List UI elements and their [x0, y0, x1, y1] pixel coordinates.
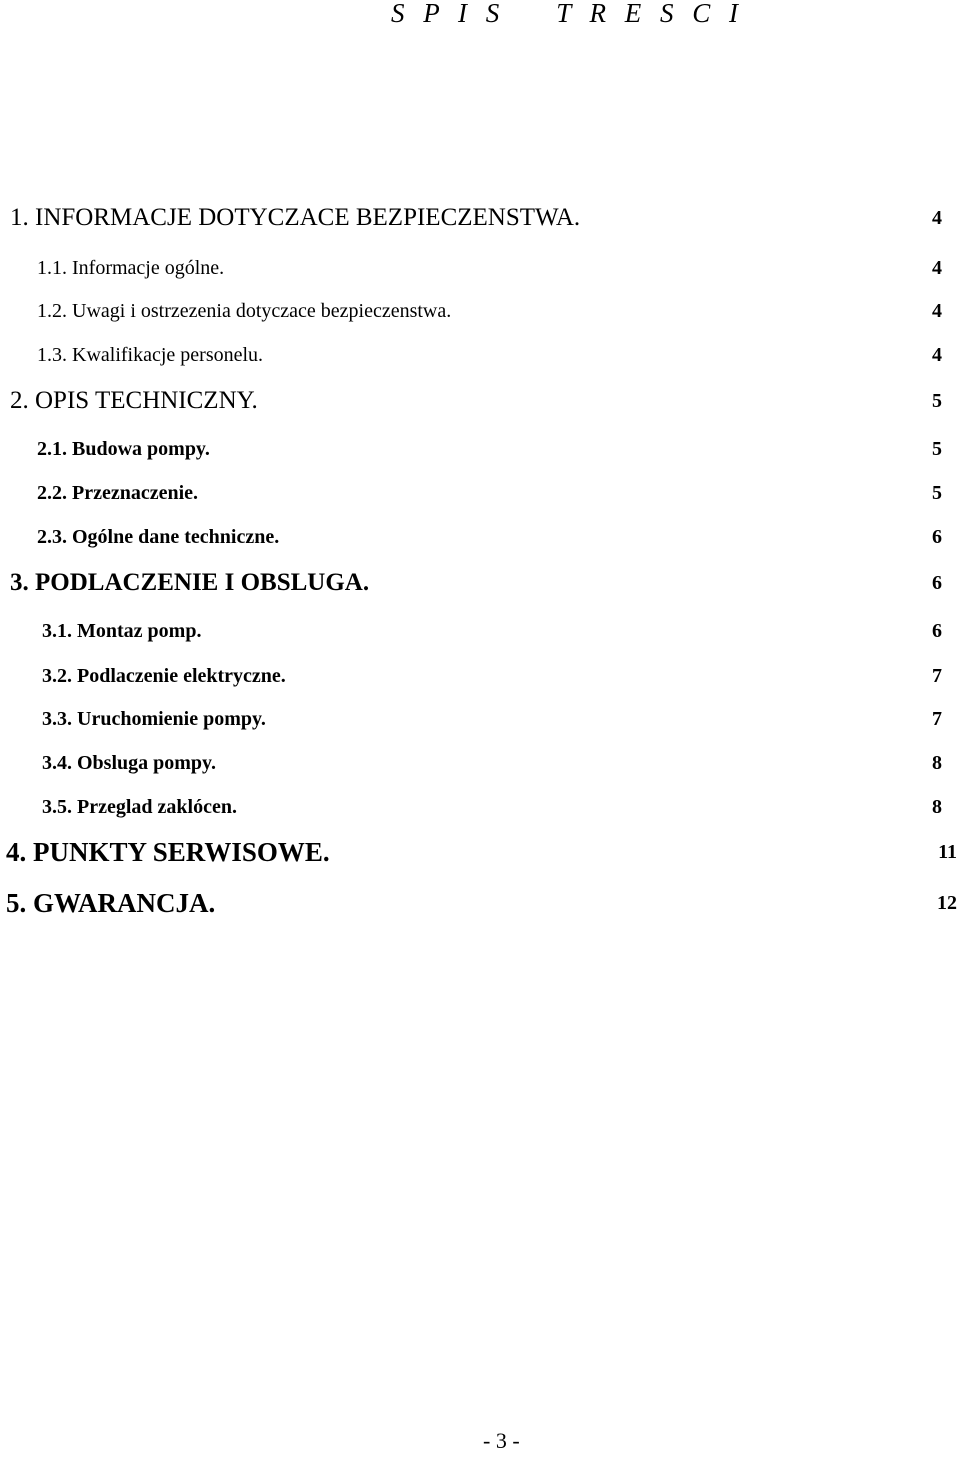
toc-entry-title: 2.3. Ogólne dane techniczne. — [37, 526, 280, 548]
toc-entry-page: 4 — [932, 207, 942, 229]
toc-entry-2 — [0, 384, 960, 418]
toc-entry-title: 2. OPIS TECHNICZNY. — [10, 387, 258, 414]
toc-entry-5 — [0, 886, 960, 920]
toc-entry-title: 1. INFORMACJE DOTYCZACE BEZPIECZENSTWA. — [10, 204, 581, 231]
toc-entry-page: 5 — [932, 482, 942, 504]
toc-entry-title: 3.4. Obsluga pompy. — [42, 752, 216, 774]
toc-entry-2-1 — [0, 432, 960, 466]
toc-entry-4 — [0, 835, 960, 869]
toc-entry-1-3 — [0, 338, 960, 372]
toc-entry-1 — [0, 201, 960, 235]
toc-entry-title: 3.5. Przeglad zaklócen. — [42, 796, 237, 818]
toc-entry-page: 6 — [932, 572, 942, 594]
toc-entry-title: 3. PODLACZENIE I OBSLUGA. — [10, 569, 370, 596]
toc-entry-title: 1.2. Uwagi i ostrzezenia dotyczace bezpieczenstwa. — [37, 300, 452, 322]
toc-entry-page: 6 — [932, 526, 942, 548]
toc-entry-3-4 — [0, 746, 960, 780]
page-number: - 3 - — [483, 1428, 520, 1453]
toc-entry-title: 3.1. Montaz pomp. — [42, 620, 202, 642]
toc-entry-3 — [0, 566, 960, 600]
toc-entry-title: 2.2. Przeznaczenie. — [37, 482, 199, 504]
toc-entry-2-2 — [0, 476, 960, 510]
toc-entry-title: 3.2. Podlaczenie elektryczne. — [42, 665, 286, 687]
page-title: S P I S T R E S C I — [391, 0, 745, 28]
toc-entry-page: 6 — [932, 620, 942, 642]
toc-entry-page: 7 — [932, 665, 942, 687]
toc-entry-page: 5 — [932, 390, 942, 412]
toc-entry-3-3 — [0, 702, 960, 736]
toc-entry-title: 4. PUNKTY SERWISOWE. — [6, 837, 330, 867]
toc-entry-title: 1.1. Informacje ogólne. — [37, 257, 225, 279]
toc-entry-page: 4 — [932, 300, 942, 322]
toc-entry-title: 5. GWARANCJA. — [6, 888, 216, 918]
toc-entry-3-5 — [0, 790, 960, 824]
toc-entry-title: 3.3. Uruchomienie pompy. — [42, 708, 266, 730]
toc-entry-page: 11 — [938, 841, 957, 863]
toc-entry-2-3 — [0, 520, 960, 554]
toc-entry-1-2 — [0, 294, 960, 328]
toc-entry-page: 12 — [937, 892, 957, 914]
toc-entry-page: 7 — [932, 708, 942, 730]
toc-entry-title: 1.3. Kwalifikacje personelu. — [37, 344, 264, 366]
toc-entry-page: 8 — [932, 752, 942, 774]
toc-entry-title: 2.1. Budowa pompy. — [37, 438, 210, 460]
toc-entry-3-1 — [0, 614, 960, 648]
toc-entry-page: 4 — [932, 344, 942, 366]
toc-entry-3-2 — [0, 659, 960, 693]
toc-entry-page: 4 — [932, 257, 942, 279]
toc-entry-page: 5 — [932, 438, 942, 460]
toc-entry-1-1 — [0, 251, 960, 285]
toc-entry-page: 8 — [932, 796, 942, 818]
